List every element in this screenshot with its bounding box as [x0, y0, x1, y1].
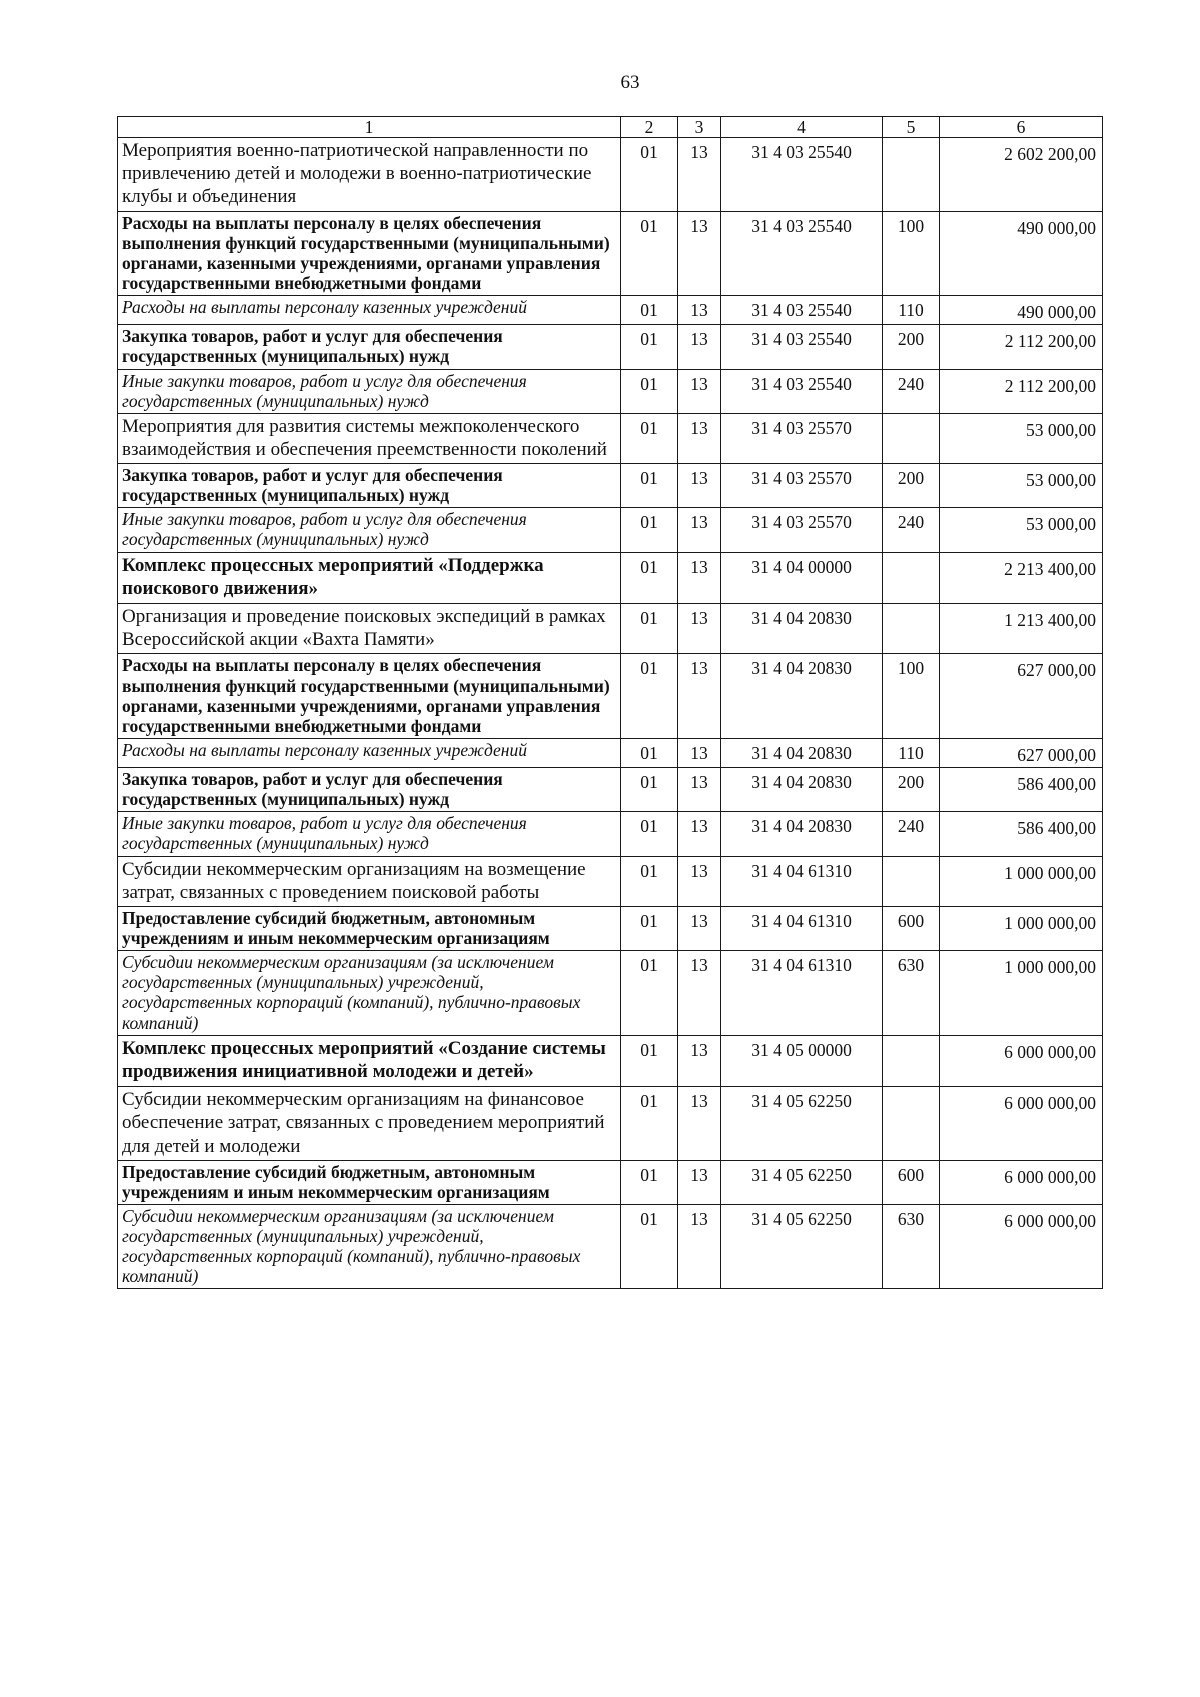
row-target-article-cell: 31 4 03 25540 — [721, 211, 883, 296]
row-target-article-cell: 31 4 03 25540 — [721, 138, 883, 212]
row-section-cell: 01 — [621, 413, 678, 463]
row-subsection-cell: 13 — [678, 1160, 721, 1204]
row-expense-type-cell — [883, 856, 940, 906]
row-amount-cell: 2 602 200,00 — [940, 138, 1103, 212]
row-target-article-cell: 31 4 03 25570 — [721, 464, 883, 508]
row-target-article-cell: 31 4 05 62250 — [721, 1160, 883, 1204]
row-target-article-cell: 31 4 03 25540 — [721, 325, 883, 369]
row-name-cell: Расходы на выплаты персоналу казенных учреждений — [118, 296, 621, 325]
row-name-cell: Мероприятия военно-патриотической направленности по привлечению детей и молодежи в военно-патриотические клубы и объединения — [118, 138, 621, 212]
table-row — [118, 464, 1103, 508]
row-subsection-cell: 13 — [678, 812, 721, 856]
row-amount-cell: 490 000,00 — [940, 211, 1103, 296]
row-subsection-cell: 13 — [678, 552, 721, 604]
row-expense-type-cell: 600 — [883, 906, 940, 950]
row-subsection-cell: 13 — [678, 906, 721, 950]
table-row — [118, 812, 1103, 856]
row-subsection-cell: 13 — [678, 508, 721, 552]
row-target-article-cell: 31 4 04 20830 — [721, 604, 883, 654]
row-amount-cell: 6 000 000,00 — [940, 1160, 1103, 1204]
row-name-cell: Предоставление субсидий бюджетным, автономным учреждениям и иным некоммерческим организациям — [118, 1160, 621, 1204]
table-row — [118, 296, 1103, 325]
row-subsection-cell: 13 — [678, 738, 721, 767]
table-row — [118, 211, 1103, 296]
row-expense-type-cell — [883, 413, 940, 463]
row-section-cell: 01 — [621, 211, 678, 296]
row-name-cell: Расходы на выплаты персоналу казенных учреждений — [118, 738, 621, 767]
row-name-cell: Расходы на выплаты персоналу в целях обеспечения выполнения функций государственными (муниципальными) органами, казенными учреждениями, органами управления государственными внебюджетными фондами — [118, 654, 621, 739]
row-expense-type-cell — [883, 604, 940, 654]
row-expense-type-cell: 110 — [883, 738, 940, 767]
row-section-cell: 01 — [621, 138, 678, 212]
row-name-cell: Комплекс процессных мероприятий «Поддержка поискового движения» — [118, 552, 621, 604]
row-expense-type-cell: 200 — [883, 464, 940, 508]
row-expense-type-cell: 240 — [883, 369, 940, 413]
row-amount-cell: 53 000,00 — [940, 413, 1103, 463]
header-col-6: 6 — [940, 117, 1103, 138]
row-amount-cell: 586 400,00 — [940, 812, 1103, 856]
header-col-3: 3 — [678, 117, 721, 138]
row-name-cell: Иные закупки товаров, работ и услуг для обеспечения государственных (муниципальных) нужд — [118, 812, 621, 856]
table-row — [118, 951, 1103, 1036]
row-subsection-cell: 13 — [678, 654, 721, 739]
row-target-article-cell: 31 4 03 25570 — [721, 508, 883, 552]
table-row — [118, 1204, 1103, 1289]
row-name-cell: Иные закупки товаров, работ и услуг для обеспечения государственных (муниципальных) нужд — [118, 369, 621, 413]
row-name-cell: Субсидии некоммерческим организациям (за исключением государственных (муниципальных) учреждений, государственных корпораций (компаний), публично-правовых компаний) — [118, 951, 621, 1036]
page-number: 63 — [620, 72, 640, 93]
row-subsection-cell: 13 — [678, 1204, 721, 1289]
row-target-article-cell: 31 4 05 62250 — [721, 1087, 883, 1161]
row-target-article-cell: 31 4 03 25540 — [721, 369, 883, 413]
table-row — [118, 325, 1103, 369]
row-section-cell: 01 — [621, 812, 678, 856]
row-subsection-cell: 13 — [678, 464, 721, 508]
row-target-article-cell: 31 4 04 61310 — [721, 906, 883, 950]
row-name-cell: Закупка товаров, работ и услуг для обеспечения государственных (муниципальных) нужд — [118, 768, 621, 812]
budget-table — [117, 116, 1103, 1289]
row-subsection-cell: 13 — [678, 138, 721, 212]
row-target-article-cell: 31 4 03 25570 — [721, 413, 883, 463]
row-subsection-cell: 13 — [678, 296, 721, 325]
row-section-cell: 01 — [621, 1087, 678, 1161]
row-subsection-cell: 13 — [678, 211, 721, 296]
row-expense-type-cell: 100 — [883, 211, 940, 296]
row-subsection-cell: 13 — [678, 856, 721, 906]
row-target-article-cell: 31 4 05 62250 — [721, 1204, 883, 1289]
row-expense-type-cell — [883, 1035, 940, 1087]
row-amount-cell: 627 000,00 — [940, 738, 1103, 767]
table-row — [118, 654, 1103, 739]
row-target-article-cell: 31 4 04 61310 — [721, 951, 883, 1036]
table-row — [118, 738, 1103, 767]
row-name-cell: Иные закупки товаров, работ и услуг для обеспечения государственных (муниципальных) нужд — [118, 508, 621, 552]
table-row — [118, 1035, 1103, 1087]
row-expense-type-cell — [883, 552, 940, 604]
row-section-cell: 01 — [621, 1035, 678, 1087]
table-row — [118, 369, 1103, 413]
row-expense-type-cell — [883, 138, 940, 212]
row-subsection-cell: 13 — [678, 325, 721, 369]
row-amount-cell: 6 000 000,00 — [940, 1087, 1103, 1161]
row-target-article-cell: 31 4 04 61310 — [721, 856, 883, 906]
row-section-cell: 01 — [621, 856, 678, 906]
row-expense-type-cell: 630 — [883, 951, 940, 1036]
row-subsection-cell: 13 — [678, 1035, 721, 1087]
row-amount-cell: 2 112 200,00 — [940, 369, 1103, 413]
row-target-article-cell: 31 4 05 00000 — [721, 1035, 883, 1087]
row-section-cell: 01 — [621, 768, 678, 812]
row-expense-type-cell: 100 — [883, 654, 940, 739]
row-amount-cell: 2 213 400,00 — [940, 552, 1103, 604]
row-target-article-cell: 31 4 04 00000 — [721, 552, 883, 604]
row-target-article-cell: 31 4 04 20830 — [721, 768, 883, 812]
row-amount-cell: 1 213 400,00 — [940, 604, 1103, 654]
budget-table-container — [117, 116, 1102, 1289]
row-subsection-cell: 13 — [678, 768, 721, 812]
row-amount-cell: 1 000 000,00 — [940, 951, 1103, 1036]
table-body — [118, 138, 1103, 1289]
header-col-1: 1 — [118, 117, 621, 138]
row-section-cell: 01 — [621, 1160, 678, 1204]
row-subsection-cell: 13 — [678, 604, 721, 654]
row-section-cell: 01 — [621, 604, 678, 654]
row-expense-type-cell: 200 — [883, 325, 940, 369]
row-amount-cell: 1 000 000,00 — [940, 906, 1103, 950]
row-name-cell: Субсидии некоммерческим организациям на возмещение затрат, связанных с проведением поисковой работы — [118, 856, 621, 906]
table-row — [118, 768, 1103, 812]
row-target-article-cell: 31 4 04 20830 — [721, 654, 883, 739]
row-name-cell: Расходы на выплаты персоналу в целях обеспечения выполнения функций государственными (муниципальными) органами, казенными учреждениями, органами управления государственными внебюджетными фондами — [118, 211, 621, 296]
row-expense-type-cell: 240 — [883, 812, 940, 856]
row-name-cell: Мероприятия для развития системы межпоколенческого взаимодействия и обеспечения преемственности поколений — [118, 413, 621, 463]
row-expense-type-cell — [883, 1087, 940, 1161]
row-amount-cell: 53 000,00 — [940, 508, 1103, 552]
row-subsection-cell: 13 — [678, 369, 721, 413]
row-amount-cell: 6 000 000,00 — [940, 1204, 1103, 1289]
row-section-cell: 01 — [621, 738, 678, 767]
row-subsection-cell: 13 — [678, 1087, 721, 1161]
row-name-cell: Предоставление субсидий бюджетным, автономным учреждениям и иным некоммерческим организациям — [118, 906, 621, 950]
row-target-article-cell: 31 4 04 20830 — [721, 738, 883, 767]
row-expense-type-cell: 240 — [883, 508, 940, 552]
row-expense-type-cell: 200 — [883, 768, 940, 812]
row-section-cell: 01 — [621, 906, 678, 950]
row-amount-cell: 2 112 200,00 — [940, 325, 1103, 369]
row-expense-type-cell: 600 — [883, 1160, 940, 1204]
row-amount-cell: 6 000 000,00 — [940, 1035, 1103, 1087]
row-amount-cell: 53 000,00 — [940, 464, 1103, 508]
row-amount-cell: 490 000,00 — [940, 296, 1103, 325]
row-target-article-cell: 31 4 03 25540 — [721, 296, 883, 325]
row-section-cell: 01 — [621, 508, 678, 552]
row-section-cell: 01 — [621, 464, 678, 508]
table-row — [118, 413, 1103, 463]
row-expense-type-cell: 110 — [883, 296, 940, 325]
row-section-cell: 01 — [621, 369, 678, 413]
row-amount-cell: 586 400,00 — [940, 768, 1103, 812]
row-amount-cell: 627 000,00 — [940, 654, 1103, 739]
row-section-cell: 01 — [621, 1204, 678, 1289]
row-section-cell: 01 — [621, 296, 678, 325]
row-name-cell: Субсидии некоммерческим организациям на финансовое обеспечение затрат, связанных с проведением мероприятий для детей и молодежи — [118, 1087, 621, 1161]
table-row — [118, 906, 1103, 950]
row-target-article-cell: 31 4 04 20830 — [721, 812, 883, 856]
table-row — [118, 604, 1103, 654]
table-row — [118, 508, 1103, 552]
row-section-cell: 01 — [621, 951, 678, 1036]
table-header-row — [118, 117, 1103, 138]
table-row — [118, 1160, 1103, 1204]
row-subsection-cell: 13 — [678, 413, 721, 463]
table-row — [118, 1087, 1103, 1161]
row-amount-cell: 1 000 000,00 — [940, 856, 1103, 906]
header-col-4: 4 — [721, 117, 883, 138]
row-expense-type-cell: 630 — [883, 1204, 940, 1289]
row-section-cell: 01 — [621, 654, 678, 739]
header-col-2: 2 — [621, 117, 678, 138]
table-row — [118, 138, 1103, 212]
table-row — [118, 552, 1103, 604]
row-name-cell: Организация и проведение поисковых экспедиций в рамках Всероссийской акции «Вахта Памяти» — [118, 604, 621, 654]
header-col-5: 5 — [883, 117, 940, 138]
row-section-cell: 01 — [621, 552, 678, 604]
row-name-cell: Комплекс процессных мероприятий «Создание системы продвижения инициативной молодежи и детей» — [118, 1035, 621, 1087]
row-name-cell: Закупка товаров, работ и услуг для обеспечения государственных (муниципальных) нужд — [118, 325, 621, 369]
row-name-cell: Закупка товаров, работ и услуг для обеспечения государственных (муниципальных) нужд — [118, 464, 621, 508]
row-subsection-cell: 13 — [678, 951, 721, 1036]
row-section-cell: 01 — [621, 325, 678, 369]
table-row — [118, 856, 1103, 906]
row-name-cell: Субсидии некоммерческим организациям (за исключением государственных (муниципальных) учреждений, государственных корпораций (компаний), публично-правовых компаний) — [118, 1204, 621, 1289]
